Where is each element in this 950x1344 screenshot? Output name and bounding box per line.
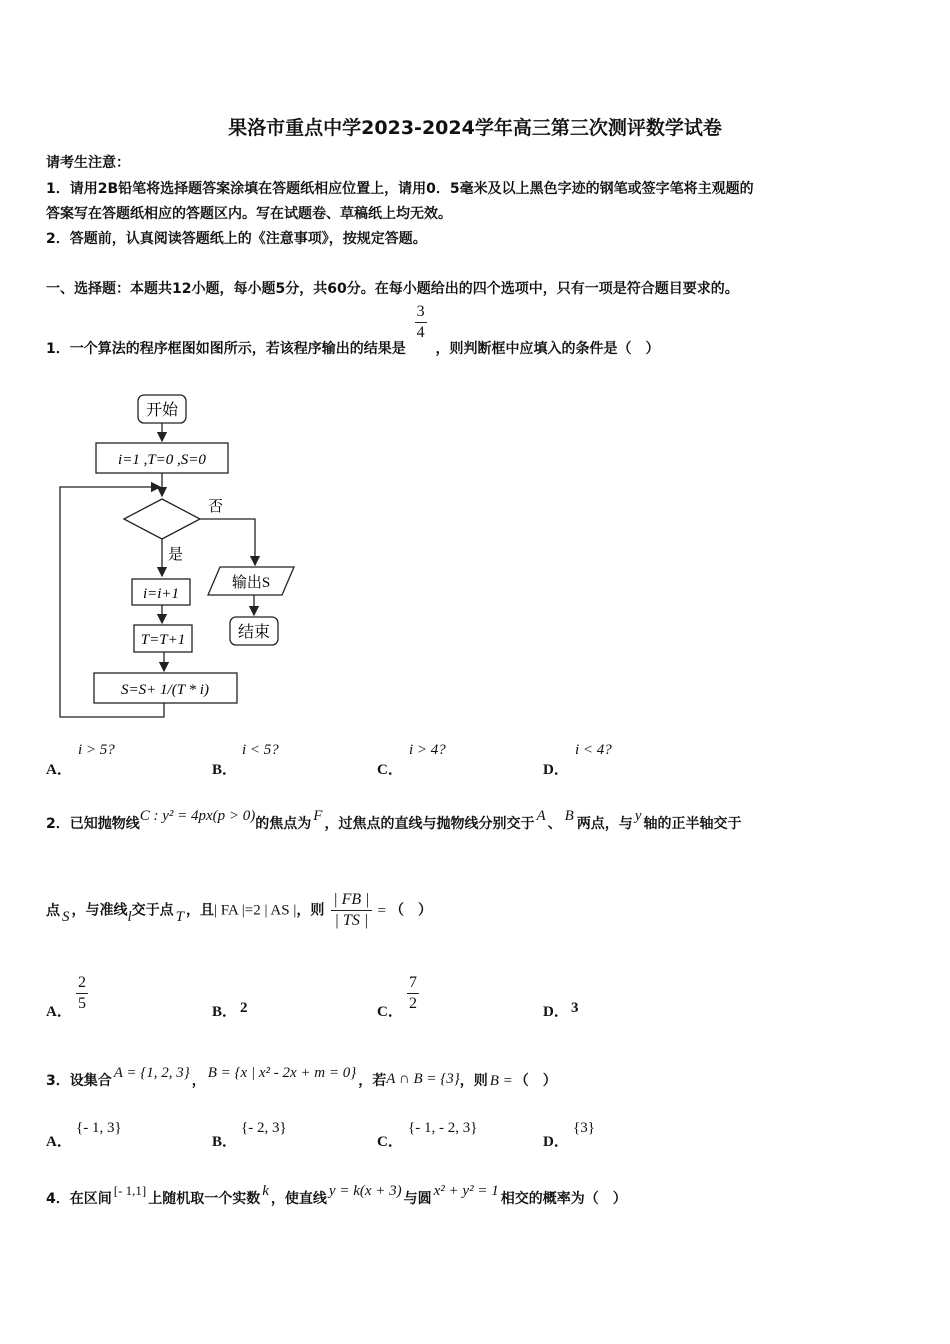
- q1-option-c-label[interactable]: C．: [377, 762, 403, 778]
- question-1: [46, 302, 660, 357]
- q4-t2: ，使直线: [270, 1191, 327, 1207]
- q3-then: ，则: [459, 1073, 488, 1089]
- q2-fraction: [331, 890, 371, 931]
- flow-init-label: i=1 ,T=0 ,S=0: [118, 452, 206, 468]
- q4-t3: 与圆: [403, 1191, 432, 1207]
- q2-option-d-label[interactable]: D．: [543, 1004, 569, 1020]
- q2-option-a-fraction: [76, 973, 88, 1014]
- q1-text-post: ，则判断框中应填入的条件是（ ）: [435, 340, 660, 357]
- q2-l2e: ，则: [296, 902, 325, 919]
- notice-line-2: 答案写在答题纸相应的答题区内。写在试题卷、草稿纸上均无效。: [46, 206, 452, 222]
- q4-k: k: [262, 1183, 269, 1199]
- q3-option-a-value: {- 1, 3}: [76, 1120, 122, 1136]
- question-2-line-2: [46, 890, 432, 931]
- q1-flowchart: [50, 385, 310, 725]
- q1-option-a-value: i > 5?: [78, 742, 115, 758]
- q2-l2a: 点: [46, 902, 60, 919]
- q3-comma: ，: [191, 1073, 206, 1089]
- flow-yes-label: 是: [168, 547, 184, 563]
- q3-option-d-label[interactable]: D．: [543, 1134, 569, 1150]
- q2-option-a-num: 2: [76, 973, 88, 994]
- q4-pre: 4．在区间: [46, 1191, 112, 1207]
- q2-y: y: [634, 808, 642, 824]
- q4-t4: 相交的概率为（ ）: [500, 1191, 627, 1207]
- q2-option-a-den: 5: [78, 995, 86, 1012]
- q3-option-d-value: {3}: [573, 1120, 595, 1136]
- q2-l2b: ，与准线: [71, 902, 128, 919]
- q1-option-b-value: i < 5?: [242, 742, 279, 758]
- q2-eq: =: [377, 902, 387, 919]
- q2-option-c-label[interactable]: C．: [377, 1004, 403, 1020]
- q3-option-c-value: {- 1, - 2, 3}: [408, 1120, 478, 1136]
- q2-l: l: [127, 908, 132, 925]
- q1-option-d-value: i < 4?: [575, 742, 612, 758]
- q4-circle: x² + y² = 1: [433, 1183, 499, 1199]
- q2-option-c-fraction: [407, 973, 419, 1014]
- q2-condition: | FA |=2 | AS |: [214, 902, 297, 919]
- flow-output-label: 输出S: [231, 575, 271, 591]
- q3-option-b-label[interactable]: B．: [212, 1134, 238, 1150]
- q1-text-pre: 1．一个算法的程序框图如图所示，若该程序输出的结果是: [46, 340, 406, 357]
- q2-B: B: [564, 808, 574, 824]
- q2-option-c-num: 7: [407, 973, 419, 994]
- question-2-line-1: [46, 805, 742, 832]
- q1-frac-den: 4: [416, 324, 425, 341]
- q2-l2f: （ ）: [390, 902, 433, 919]
- q3-setB: B = {x | x² - 2x + m = 0}: [207, 1065, 357, 1081]
- q4-interval: [- 1,1]: [113, 1183, 147, 1198]
- flow-end-label: 结束: [237, 624, 271, 641]
- q2-l2c: 交于点: [131, 902, 174, 919]
- q2-S: S: [62, 908, 70, 925]
- q3-mid: ，若: [358, 1073, 387, 1089]
- q2-option-b-label[interactable]: B．: [212, 1004, 238, 1020]
- flow-start-label: 开始: [145, 402, 179, 419]
- q3-ask: B =: [489, 1073, 513, 1089]
- q2-F: F: [313, 808, 323, 824]
- q3-setA: A = {1, 2, 3}: [113, 1065, 190, 1081]
- q1-frac-num: 3: [415, 302, 427, 323]
- question-4: [46, 1180, 627, 1207]
- q3-option-c-label[interactable]: C．: [377, 1134, 403, 1150]
- q3-option-b-value: {- 2, 3}: [241, 1120, 287, 1136]
- q1-option-a-label[interactable]: A．: [46, 762, 72, 778]
- q2-t2: ，过焦点的直线与抛物线分别交于: [324, 816, 535, 832]
- q1-fraction: [415, 302, 427, 343]
- q2-option-c-den: 2: [409, 995, 417, 1012]
- flow-step2-label: T=T+1: [140, 632, 186, 648]
- notice-heading: 请考生注意：: [46, 155, 130, 171]
- notice-line-1: 1．请用2B铅笔将选择题答案涂填在答题纸相应位置上，请用0．5毫米及以上黑色字迹的钢笔或签字笔将主观题的: [46, 181, 754, 197]
- q2-t1: 的焦点为: [255, 816, 312, 832]
- q2-sep: 、: [547, 816, 562, 832]
- q2-option-a-label[interactable]: A．: [46, 1004, 72, 1020]
- question-3: [46, 1062, 557, 1089]
- flow-step1-label: i=i+1: [142, 586, 180, 602]
- q4-t1: 上随机取一个实数: [148, 1191, 261, 1207]
- q4-line: y = k(x + 3): [328, 1183, 402, 1199]
- q2-pre: 2．已知抛物线: [46, 816, 140, 832]
- q1-option-b-label[interactable]: B．: [212, 762, 238, 778]
- flow-no-label: 否: [208, 499, 224, 515]
- q2-l2d: ，且: [186, 902, 215, 919]
- q3-paren: （ ）: [514, 1073, 557, 1089]
- exam-title: 果洛市重点中学2023-2024学年高三第三次测评数学试卷: [228, 117, 722, 139]
- q1-option-d-label[interactable]: D．: [543, 762, 569, 778]
- q2-frac-den: | TS |: [334, 912, 369, 929]
- q2-option-b-value: 2: [240, 1000, 248, 1016]
- q3-option-a-label[interactable]: A．: [46, 1134, 72, 1150]
- notice-line-3: 2．答题前，认真阅读答题纸上的《注意事项》，按规定答题。: [46, 231, 427, 247]
- q2-option-d-value: 3: [571, 1000, 579, 1016]
- flow-decision-diamond: [124, 499, 200, 539]
- q2-parabola: C : y² = 4px(p > 0): [139, 808, 256, 824]
- q2-frac-num: | FB |: [331, 890, 371, 911]
- q3-pre: 3．设集合: [46, 1073, 112, 1089]
- q1-option-c-value: i > 4?: [409, 742, 446, 758]
- flow-step3-label: S=S+ 1/(T * i): [121, 682, 209, 698]
- q2-A: A: [536, 808, 546, 824]
- q2-t4: 轴的正半轴交于: [643, 816, 742, 832]
- q2-T: T: [175, 908, 185, 925]
- q3-condition: A ∩ B = {3}: [386, 1071, 460, 1087]
- section-1-heading: 一、选择题：本题共12小题，每小题5分，共60分。在每小题给出的四个选项中，只有一项是符合题目要求的。: [46, 281, 739, 297]
- q2-t3: 两点，与: [576, 816, 633, 832]
